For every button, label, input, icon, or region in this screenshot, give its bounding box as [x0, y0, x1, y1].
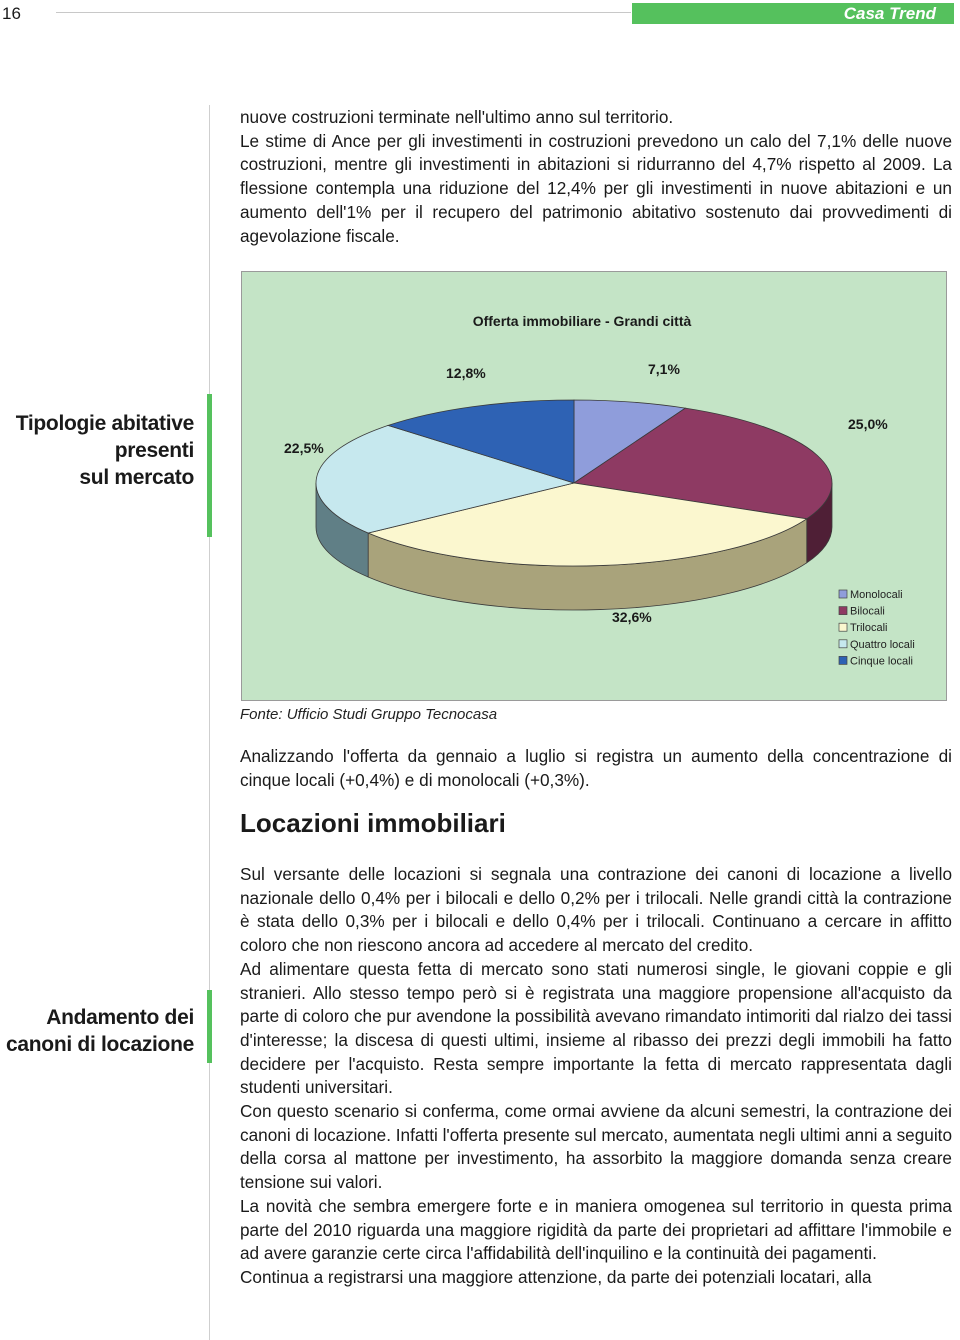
paragraph: Sul versante delle locazioni si segnala una contrazione dei canoni di locazione a livello nazionale dello 0,4% per i bilocali e dello 0,2% per i trilocali. Nelle grandi città la contrazione è stata dello 0,3% per i bilocali e dello 0,4% per i trilocali. Continuano a cercare in affitto coloro che non riescono ancora ad accedere al mercato del credito.	[240, 864, 952, 956]
legend-label-monolocali: Monolocali	[850, 589, 903, 601]
legend-label-cinque-locali: Cinque locali	[850, 655, 913, 668]
paragraph: Continua a registrarsi una maggiore attenzione, da parte dei potenziali locatari, alla	[240, 1266, 872, 1287]
chart-title: Offerta immobiliare - Grandi città	[472, 313, 692, 329]
paragraph: nuove costruzioni terminate nell'ultimo anno sul territorio.	[240, 107, 674, 127]
data-label-bilocali: 25,0%	[848, 416, 888, 432]
legend-swatch-quattro-locali	[839, 640, 847, 648]
legend-swatch-bilocali	[839, 607, 847, 615]
side-label-line: canoni di locazione	[6, 1033, 194, 1056]
data-label-quattro-locali: 22,5%	[284, 440, 324, 456]
mid-text	[240, 745, 952, 792]
intro-text	[240, 106, 952, 248]
side-label-line: Andamento dei	[46, 1006, 194, 1029]
side-label-line: sul mercato	[79, 466, 194, 489]
data-label-monolocali: 7,1%	[648, 361, 680, 377]
side-accent-bar	[207, 990, 212, 1063]
pie-chart	[241, 271, 947, 701]
pie-chart-svg	[242, 272, 946, 700]
paragraph: La novità che sembra emergere forte e in maniera omogenea sul territorio in questa prima parte del 2010 riguarda una maggiore rigidità da parte dei proprietari ad affittare l'immobile e ad avere garanzie certe circa l'affidabilità dell'inquilino e la continuità dei pagamenti.	[240, 1195, 952, 1264]
paragraph: Le stime di Ance per gli investimenti in costruzioni prevedono un calo del 7,1% delle nuove costruzioni, mentre gli investimenti in abitazioni si ridurranno del 4,7% rispetto al 2009. La flessione contempla una riduzione del 12,4% per gli investimenti in nuove abitazioni e un aumento dell'1% per il recupero del patrimonio abitativo sostenuto dai provvedimenti di agevolazione fiscale.	[240, 130, 952, 246]
paragraph: Ad alimentare questa fetta di mercato sono stati numerosi single, le giovani coppie e gli stranieri. Allo stesso tempo però si è registrata una maggiore propensione all'acquisto da parte di coloro che pur avendone la possibilità avevano rimandato intimoriti dal rialzo dei tassi d'interesse; la discesa di questi ultimi, insieme al ribasso dei prezzi degli immobili ha fatto decidere per l'acquisto. Resta sempre importante la fetta di mercato rappresentata dagli studenti universitari.	[240, 958, 952, 1098]
paragraph: Con questo scenario si conferma, come ormai avviene da alcuni semestri, la contrazione dei canoni di locazione. Infatti l'offerta presente sul mercato, aumentata negli ultimi anni a seguito della corsa al mattone per investimento, ha assorbito la maggiore domanda senza creare tensione sui valori.	[240, 1101, 952, 1193]
column-divider	[209, 105, 210, 1340]
data-label-trilocali: 32,6%	[612, 609, 652, 625]
chart-source: Fonte: Ufficio Studi Gruppo Tecnocasa	[240, 706, 498, 723]
header-rule	[56, 12, 631, 13]
section-heading: Locazioni immobiliari	[240, 808, 506, 838]
legend-swatch-monolocali	[839, 590, 847, 598]
data-label-cinque-locali: 12,8%	[446, 365, 486, 381]
side-label-line: presenti	[114, 439, 194, 462]
page-number: 16	[2, 4, 21, 23]
paragraph: Analizzando l'offerta da gennaio a luglio si registra un aumento della concentrazione di cinque locali (+0,4%) e di monolocali (+0,3%).	[240, 746, 952, 790]
side-label-andamento	[6, 1004, 194, 1058]
legend-label-quattro-locali: Quattro locali	[850, 638, 915, 651]
side-label-line: Tipologie abitative	[15, 412, 194, 435]
legend-label-bilocali: Bilocali	[850, 605, 885, 618]
legend-swatch-cinque-locali	[839, 656, 847, 664]
section-tab: Casa Trend	[632, 3, 954, 24]
legend-swatch-trilocali	[839, 623, 847, 631]
body-text	[240, 863, 952, 1290]
legend-label-trilocali: Trilocali	[850, 622, 888, 635]
side-accent-bar	[207, 394, 212, 537]
side-label-tipologie	[16, 410, 194, 491]
